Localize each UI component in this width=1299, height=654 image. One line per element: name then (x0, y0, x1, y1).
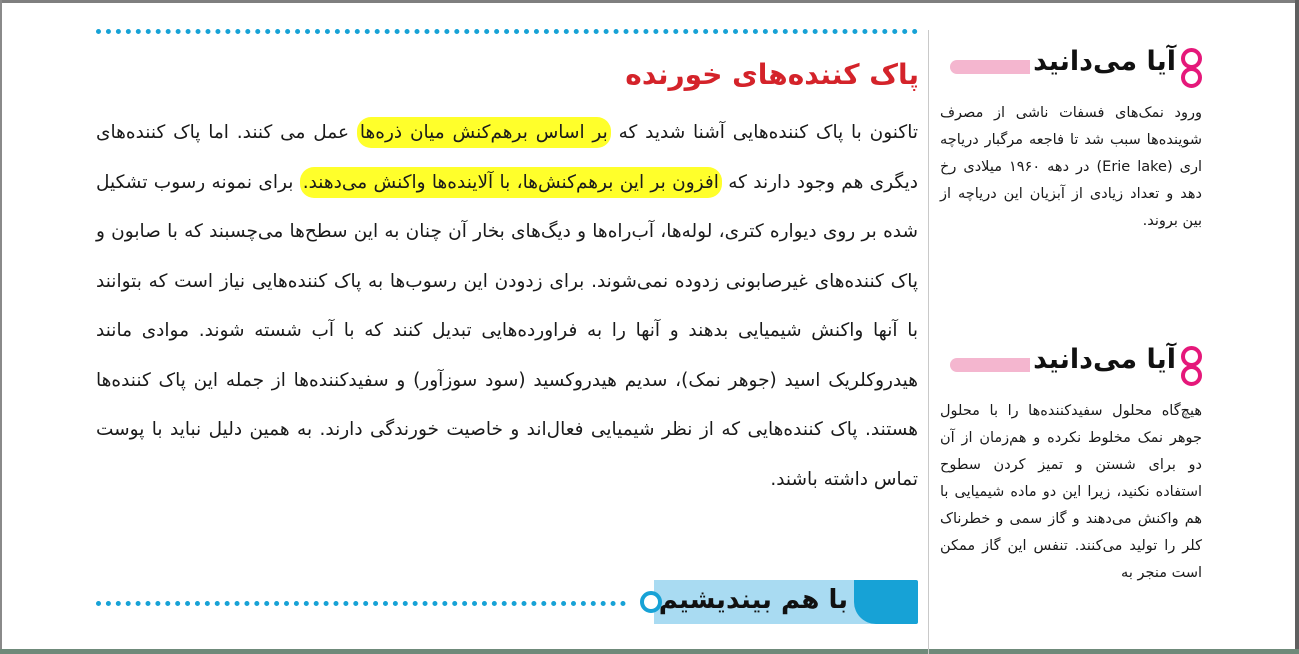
window-left-edge (0, 0, 2, 654)
article-body (96, 108, 918, 504)
window-right-edge (1295, 0, 1299, 654)
article-text: عمل می کنند. اما پاک کننده‌های دیگری هم وجود دارند که (96, 122, 918, 193)
article-paragraph (96, 108, 918, 504)
ring-icon (1181, 346, 1202, 367)
section-banner (640, 576, 918, 628)
highlight: بر اساس برهم‌کنش میان ذره‌ها (357, 117, 611, 148)
article-text: تاکنون با پاک کننده‌هایی آشنا شدید که (618, 122, 918, 143)
ring-icon (1181, 48, 1202, 69)
article-title: پاک کننده‌های خورنده (625, 58, 919, 91)
did-you-know-text: هیچ‌گاه محلول سفیدکننده‌ها را با محلول جوهر نمک مخلوط نکرده و هم‌زمان از آن دو برای شستن و تمیز کردن سطوح استفاده نکنید، زیرا این دو ماده شیمیایی با هم واکنش می‌دهند و گاز سمی و خطرناک کلر را تولید می‌کنند. تنفس این گاز ممکن است منجر به (940, 403, 1202, 581)
highlight: افزون بر این برهم‌کنش‌ها، با آلاینده‌ها واکنش می‌دهند. (300, 167, 722, 198)
bottom-dotted-rule (96, 601, 626, 606)
column-divider (928, 30, 929, 654)
did-you-know-box (940, 44, 1202, 235)
section-label: با هم بیندیشیم (658, 585, 848, 615)
did-you-know-box (940, 342, 1202, 587)
did-you-know-text: ورود نمک‌های فسفات ناشی از مصرف شوینده‌ها سبب شد تا فاجعه مرگبار دریاچه اری (Erie lake) در دهه ۱۹۶۰ میلادی رخ دهد و تعداد زیادی از آبزیان این دریاچه از بین بروند. (940, 105, 1202, 229)
section-banner-tab (854, 580, 918, 624)
did-you-know-title: آیا می‌دانید (1033, 344, 1176, 375)
did-you-know-header (940, 342, 1202, 392)
article-text: برای نمونه رسوب تشکیل شده بر روی دیواره کتری، لوله‌ها، آب‌راه‌ها و دیگ‌های بخار آن چنان به این سطح‌ها می‌چسبند که با صابون و پاک کننده‌های غیرصابونی زدوده نمی‌شوند. برای زدودن این رسوب‌ها به پاک کننده‌هایی نیاز است که بتوانند با آنها واکنش شیمیایی بدهند و آنها را به فراورده‌هایی تبدیل کنند که با آب شسته شوند. موادی مانند هیدروکلریک اسید (جوهر نمک)، سدیم هیدروکسید (سود سوزآور) و سفیدکننده‌ها از جمله این پاک کننده‌ها هستند. پاک کننده‌هایی که از نظر شیمیایی فعال‌اند و خاصیت خورندگی دارند. به همین دلیل نباید با پوست تماس داشته باشند. (96, 171, 918, 490)
window-top-edge (0, 0, 1299, 3)
ring-icon (1181, 365, 1202, 386)
did-you-know-header (940, 44, 1202, 94)
ring-icon (1181, 67, 1202, 88)
decorative-bar (950, 358, 1030, 372)
decorative-bar (950, 60, 1030, 74)
did-you-know-title: آیا می‌دانید (1033, 46, 1176, 77)
window-bottom-edge (0, 649, 1299, 654)
top-dotted-rule (96, 29, 918, 34)
